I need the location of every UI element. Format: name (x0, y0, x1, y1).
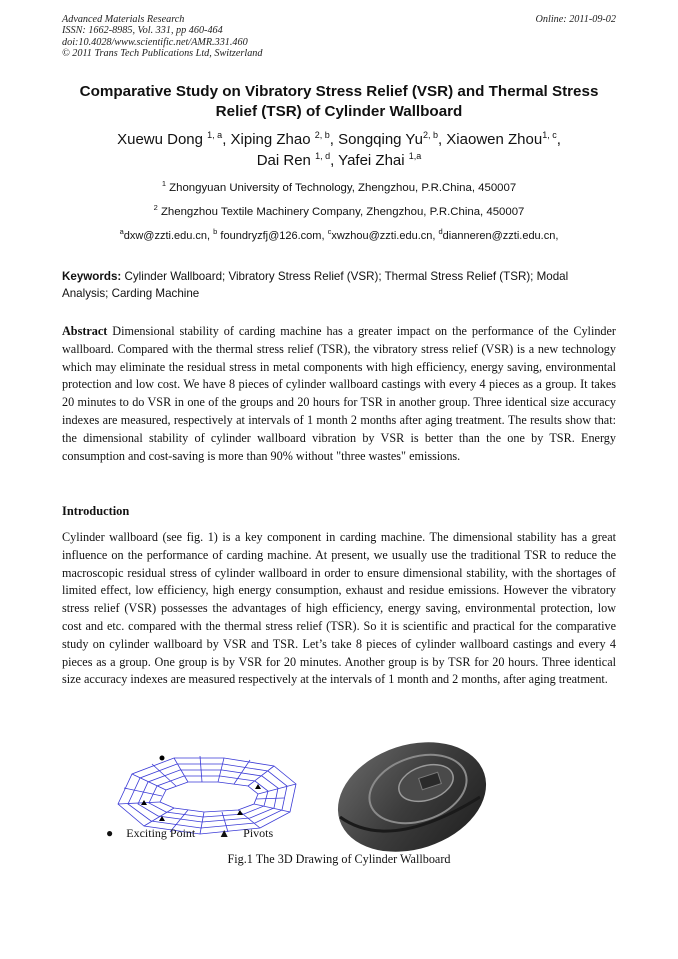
journal-name: Advanced Materials Research (62, 14, 185, 25)
triangle-icon: ▲ (218, 826, 231, 840)
email-link[interactable]: dxw@zzti.edu.cn, (123, 230, 214, 242)
dot-icon: ● (106, 826, 114, 840)
author: Xuewu Dong $^{1, a}$, (117, 130, 231, 148)
author: Songqing Yu$^{2, b}$, (338, 130, 447, 148)
paper-title: Comparative Study on Vibratory Stress Relief (VSR) and Thermal Stress Relief (TSR) of Cylinder Wallboard (79, 83, 599, 120)
abstract-label: Abstract (62, 324, 108, 338)
author: Dai Ren $^{1, d}$, (256, 151, 339, 169)
affiliation-2: $^2$ Zhengzhou Textile Machinery Company, Zhengzhou, P.R.China, 450007 (153, 203, 525, 218)
figure-legend (106, 826, 293, 841)
section-heading-introduction: Introduction (62, 504, 130, 518)
email-link[interactable]: dianneren@zzti.edu.cn, (442, 230, 559, 242)
author: Xiaowen Zhou$^{1, c}$, (446, 130, 561, 148)
exciting-point-marker (160, 756, 165, 761)
author: Xiping Zhao $^{2, b}$, (230, 130, 339, 148)
introduction-text: Cylinder wallboard (see fig. 1) is a key component in carding machine. The dimensional stability has a great influence on the performance of carding machine. At present, we usually use the traditional TSR to reduce the macroscopic residual stress of cylinder wallboard in order to ensure dimensional stability, with the shortages of limited effect, low efficiency, high energy consumption, exhaust and residue emissions. However the vibratory stress relief (VSR) possesses the advantages of high efficiency, energy saving, environmental protection, low cost and etc. compared with the thermal stress relief (TSR). So it is scientific and practical for the comparative study on cylinder wallboard by VSR and TSR. Let’s take 8 pieces of cylinder wallboard castings and every 4 pieces as a group. One group is by VSR for 20 minutes. Another group is by TSR for 20 hours. Three identical size accuracy indexes are measured respectively at the intervals of 1 month and 2 months, after aging treatment. (62, 530, 616, 687)
journal-header (62, 14, 262, 60)
journal-issn: ISSN: 1662-8985, Vol. 331, pp 460-464 (62, 25, 223, 37)
author-list (60, 129, 618, 171)
author: Yafei Zhai $^{1,a}$ (338, 151, 422, 169)
pivot-marker (237, 810, 243, 815)
journal-doi: doi:10.4028/www.scientific.net/AMR.331.460 (62, 36, 248, 48)
mesh-lines (118, 756, 296, 834)
abstract: Abstract Dimensional stability of carding machine has a greater impact on the performance of the Cylinder wallboard. Compared with the thermal stress relief (TSR), the vibratory stress relief (VSR) is a new technology which may eliminate the residual stress in metal components with high efficiency, energy saving, environmental protection and low cost. We have 8 pieces of cylinder wallboard castings with every 4 pieces as a group. It takes 20 minutes to do VSR in one of the groups and 20 hours for TSR in another group. Three identical size accuracy indexes are measured, respectively at intervals of 1 month 2 months after aging treatment. The results show that: the dimensional stability of cylinder wallboard vibration by VSR is better than the one by TSR. Energy consumption and cost-saving is more than 90% without "three wastes" emissions. (62, 324, 616, 463)
online-date: Online: 2011-09-02 (535, 14, 616, 25)
author-emails: $^a$dxw@zzti.edu.cn, $^b$ foundryzfj@126.com, $^c$xwzhou@zzti.edu.cn, $^d$dianneren@zzti.edu.cn, (119, 227, 559, 242)
figure-caption: Fig.1 The 3D Drawing of Cylinder Wallboard (227, 852, 451, 866)
email-link[interactable]: xwzhou@zzti.edu.cn, (331, 230, 439, 242)
legend-exciting-point: ● Exciting Point (106, 826, 196, 840)
keywords: Keywords: Cylinder Wallboard; Vibratory Stress Relief (VSR); Thermal Stress Relief (TSR); Modal Analysis; Carding Machine (62, 270, 569, 300)
email-link[interactable]: foundryzfj@126.com, (220, 230, 328, 242)
journal-copyright: © 2011 Trans Tech Publications Ltd, Switzerland (62, 48, 263, 60)
solid-wallboard-figure (330, 737, 490, 855)
legend-pivots: ▲ Pivots (218, 826, 274, 840)
affiliation-1: $^1$ Zhongyuan University of Technology, Zhengzhou, P.R.China, 450007 (161, 179, 517, 194)
